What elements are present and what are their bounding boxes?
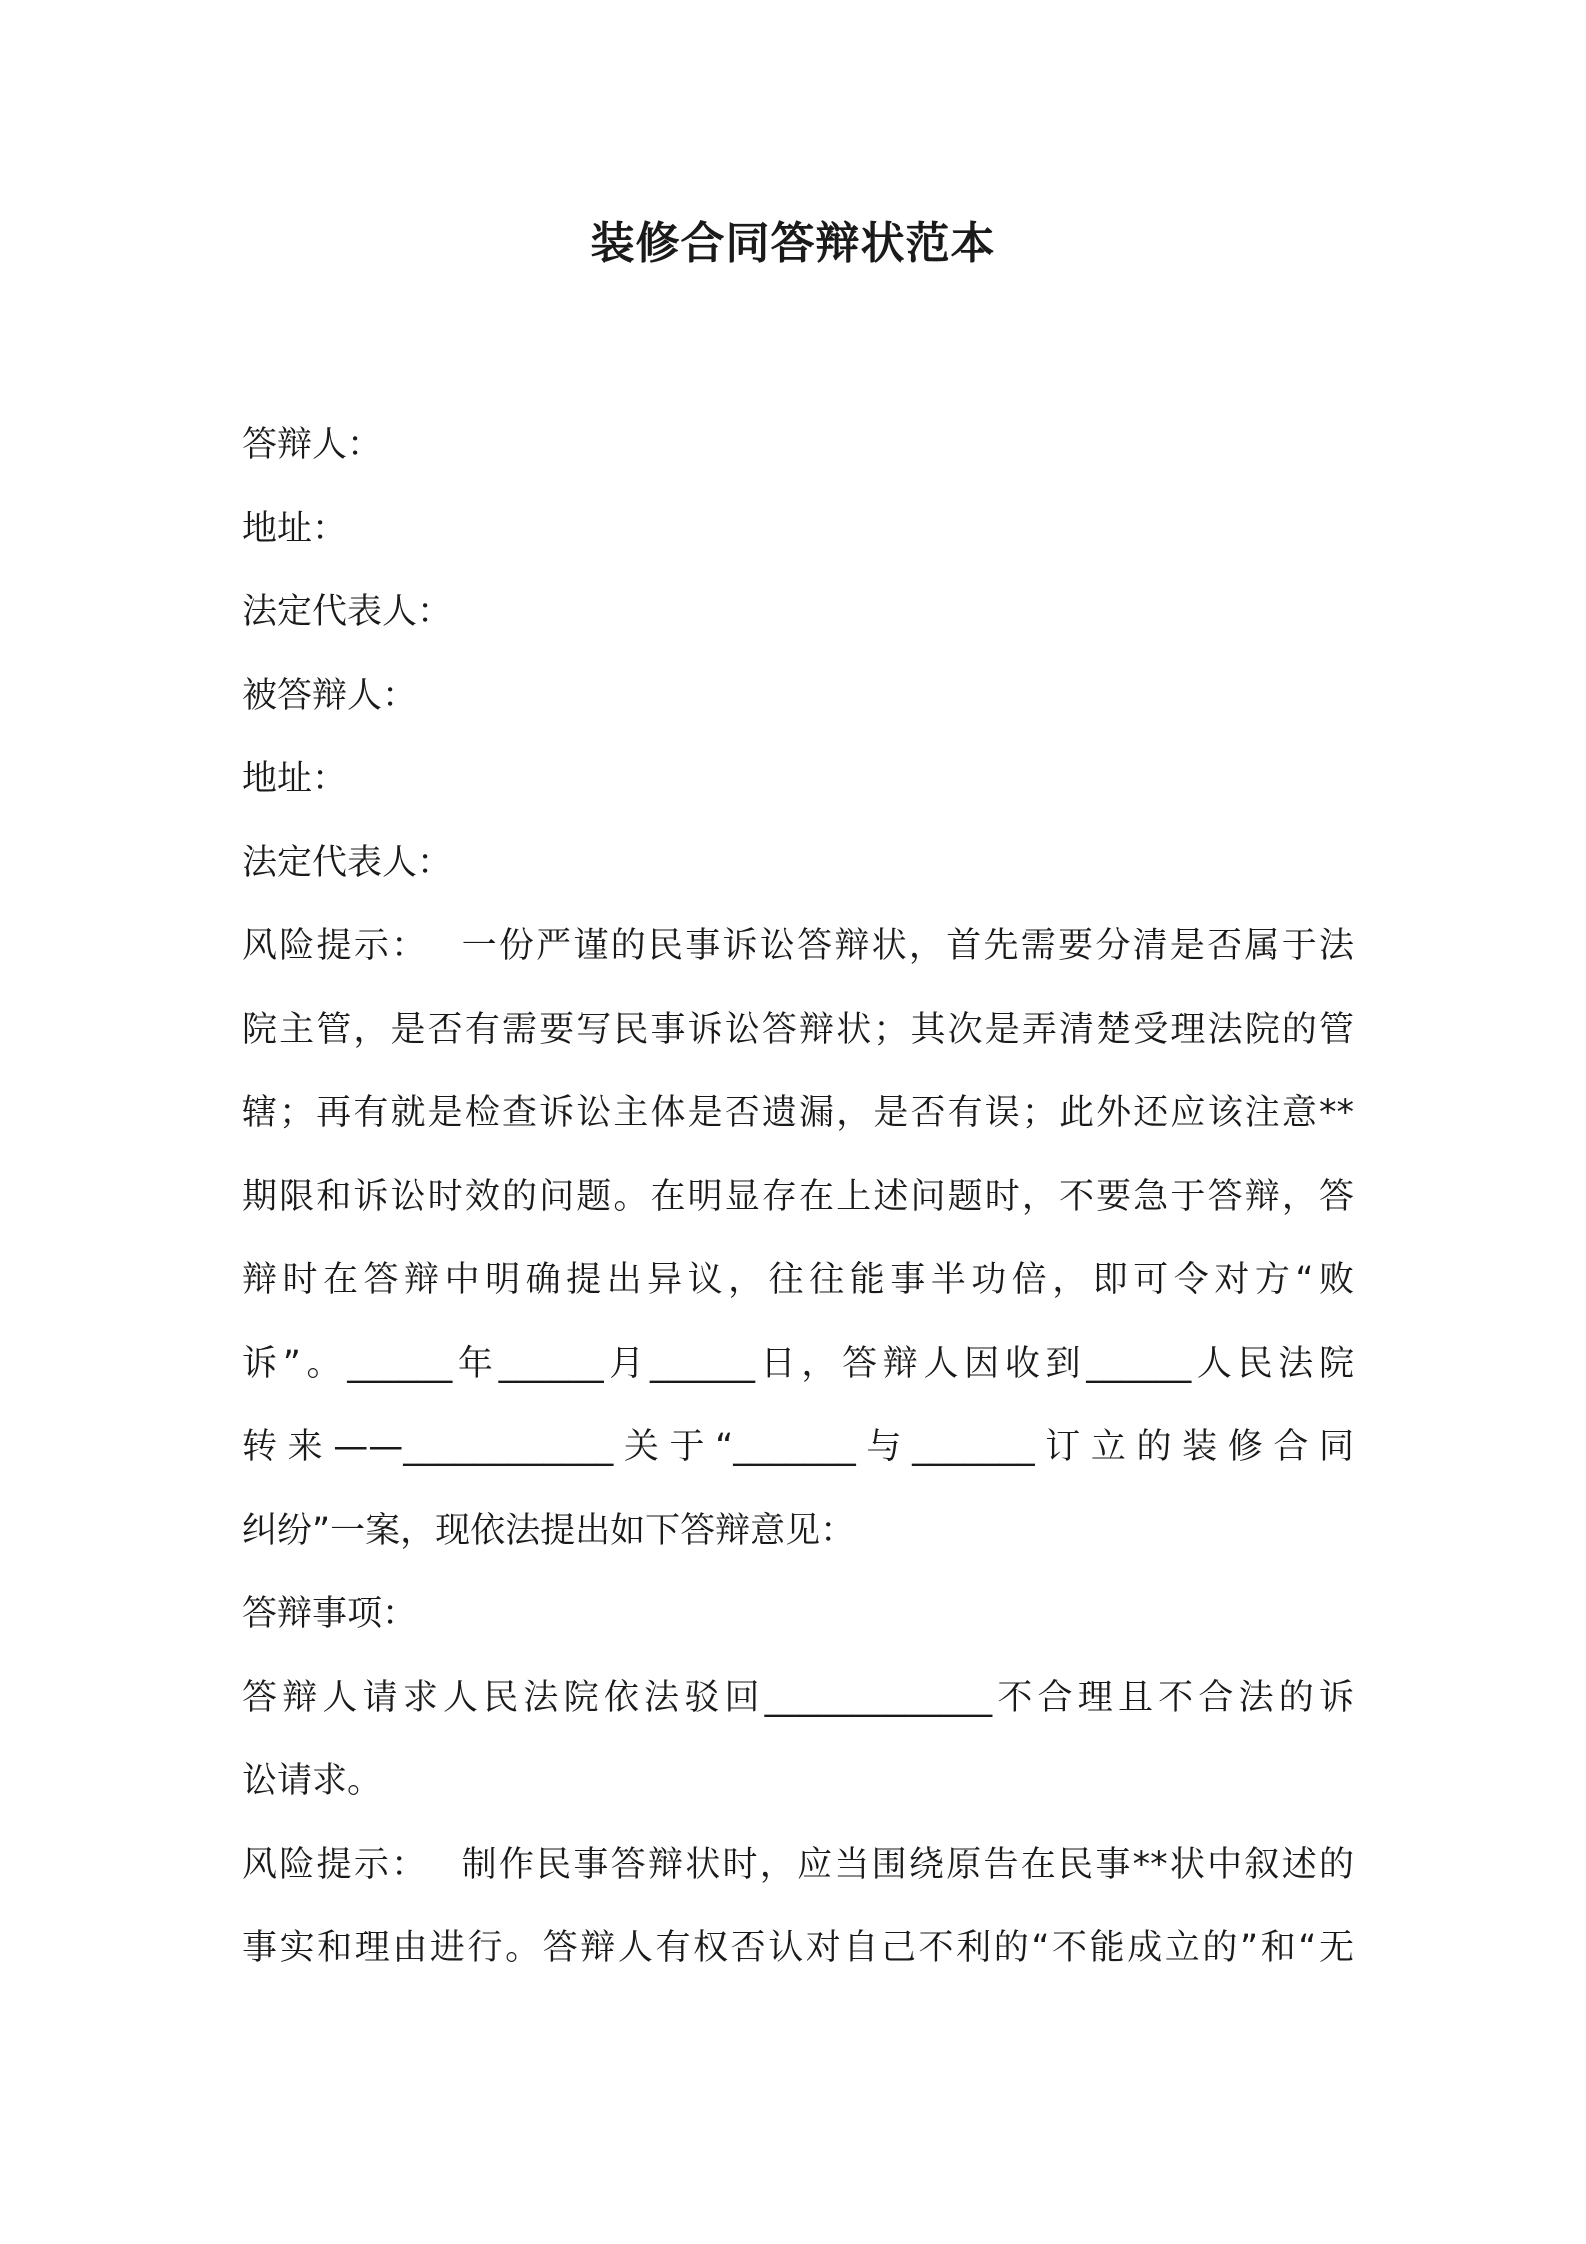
- field-plaintiff-address: 地址：: [242, 759, 348, 799]
- case-intro-line: 诉”。______年______月______日，答辩人因收到______人民法院: [242, 1343, 1354, 1384]
- risk-notice-2-line: 事实和理由进行。答辩人有权否认对自己不利的“不能成立的”和“无: [242, 1928, 1354, 1968]
- risk-notice-1-line: 辖；再有就是检查诉讼主体是否遗漏，是否有误；此外还应该注意**: [242, 1093, 1354, 1133]
- document-title: 装修合同答辩状范本: [590, 218, 996, 269]
- risk-notice-1-line: 期限和诉讼时效的问题。在明显存在上述问题时，不要急于答辩，答: [242, 1176, 1354, 1217]
- risk-notice-1-line: 风险提示： 一份严谨的民事诉讼答辩状，首先需要分清是否属于法: [242, 926, 1354, 966]
- case-intro-line: 纠纷”一案，现依法提出如下答辩意见：: [242, 1510, 856, 1551]
- risk-notice-1-line: 院主管，是否有需要写民事诉讼答辩状；其次是弄清楚受理法院的管: [242, 1009, 1354, 1050]
- field-respondent: 答辩人：: [242, 425, 383, 465]
- defense-request-line: 讼请求。: [242, 1761, 383, 1801]
- risk-notice-2-line: 风险提示： 制作民事答辩状时，应当围绕原告在民事**状中叙述的: [242, 1844, 1354, 1885]
- case-intro-line: 转来——____________关于“_______与_______订立的装修合同: [242, 1427, 1354, 1467]
- field-plaintiff-legal-rep: 法定代表人：: [242, 842, 453, 883]
- field-respondent-legal-rep: 法定代表人：: [242, 592, 453, 632]
- section-heading-defense-items: 答辩事项：: [242, 1594, 418, 1634]
- risk-notice-1-line: 辩时在答辩中明确提出异议，往往能事半功倍，即可令对方“败: [242, 1260, 1354, 1300]
- defense-request-line: 答辩人请求人民法院依法驳回_____________不合理且不合法的诉: [242, 1677, 1354, 1718]
- field-respondent-address: 地址：: [242, 508, 348, 549]
- field-plaintiff: 被答辩人：: [242, 675, 418, 716]
- document-body: [242, 404, 1354, 1991]
